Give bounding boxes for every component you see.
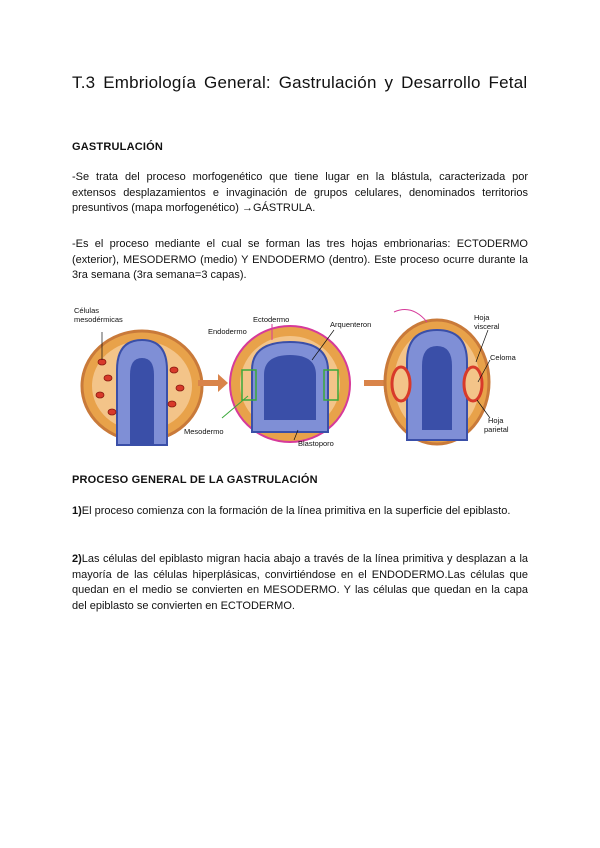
label-hoja-parietal-2: parietal — [484, 425, 509, 434]
label-arquenteron: Arquenteron — [330, 320, 372, 329]
label-blastoporo: Blastoporo — [298, 439, 334, 448]
paragraph-germ-layers: -Es el proceso mediante el cual se forman las tres hojas embrionarias: ECTODERMO (exterior), MESODERMO (medio) Y ENDODERMO (dentro). Este proceso ocurre durante la 3ra semana (3ra semana=3 capas). — [72, 238, 528, 282]
section-heading-proceso: PROCESO GENERAL DE LA GASTRULACIÓN — [72, 474, 318, 486]
page-title: T.3 Embriología General: Gastrulación y Desarrollo Fetal — [72, 73, 528, 92]
step-text-2: Las células del epiblasto migran hacia abajo a través de la línea primitiva y desplazan a la mayoría de las células hiperplásicas, convirtiéndose en el ENDODERMO.Las células que quedan en el medio se convierten en MESODERMO. Y las células que quedan en la capa del epiblasto se convierten en ECTODERMO. — [72, 553, 528, 612]
label-mesodermicas: mesodérmicas — [74, 315, 123, 324]
step-number-2: 2) — [72, 553, 82, 565]
label-celoma: Celoma — [490, 353, 516, 362]
label-hoja-parietal-1: Hoja — [488, 416, 504, 425]
label-ectodermo: Ectodermo — [253, 315, 290, 324]
label-mesodermo: Mesodermo — [184, 427, 224, 436]
step-number-1: 1) — [72, 505, 82, 517]
label-endodermo: Endodermo — [208, 327, 247, 336]
label-hoja-visceral-2: visceral — [474, 322, 500, 331]
embryo-early-gastrula — [74, 306, 202, 445]
section-heading-gastrulacion: GASTRULACIÓN — [72, 141, 164, 153]
label-hoja-visceral-1: Hoja — [474, 313, 490, 322]
gastrulation-figure — [72, 300, 528, 450]
embryo-late-gastrula — [385, 310, 517, 444]
label-celulas: Células — [74, 306, 100, 315]
paragraph-step-2 — [72, 552, 528, 614]
paragraph-definition: -Se trata del proceso morfogenético que tiene lugar en la blástula, caracterizada por extensos desplazamientos e invaginación de grupos celulares, denominados territorios presuntivos (mapa morfogenético) →GÁSTRULA. — [72, 171, 528, 215]
step-text-1: El proceso comienza con la formación de la línea primitiva en la superficie del epiblasto. — [81, 505, 511, 517]
paragraph-step-1 — [72, 504, 528, 520]
